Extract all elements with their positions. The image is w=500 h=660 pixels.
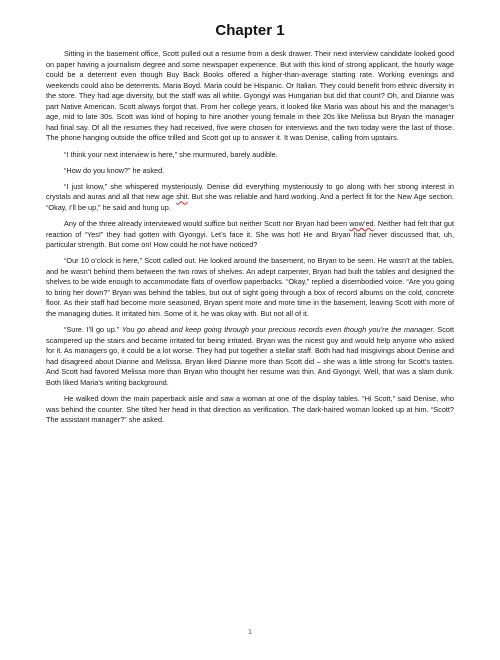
- paragraph-7: [46, 325, 454, 388]
- italic-thought: You go ahead and keep going through your precious records even though you’re the manager: [121, 325, 433, 335]
- paragraph-1: Sitting in the basement office, Scott pulled out a resume from a desk drawer. Their next interview candidate looked good on paper having a journalism degree and some newspaper experience. But with this kind of strong applicant, the hourly wage could be a deterrent even though Buy Back Books offered a higher-than-average starting rate. Working evenings and weekends could also be deterrents. Maria Boyd. Maria could be Hispanic. Or Italian. They could benefit from ethnic diversity in the store. They had age diversity, but the staff was all white. Gyongyi was Hungarian but did that count? Oh, and Dianne was part Native American. Scott always forgot that. From her college years, it looked like Maria was about his and the manager’s age, mid to late 30s. Scott was kind of hoping to hire another young female in their 20s like Melissa but Bryan the manager had final say. Of all the resumes they had received, five were chosen for interviews and the two today were the last of those. The phone hanging outside the office trilled and Scott got up to answer it. It was Denise, calling from upstairs.: [46, 49, 454, 143]
- paragraph-8: He walked down the main paperback aisle and saw a woman at one of the display tables. “Hi Scott,” said Denise, who was behind the counter. She tilted her head in that direction as verification. The dark-haired woman looked up at him. “Scott? The assistant manager?” she asked.: [46, 394, 454, 425]
- paragraph-5-text-start: Any of the three already interviewed would suffice but neither Scott nor Bryan had been: [64, 219, 350, 229]
- spellcheck-flagged-word: wow’ed: [349, 219, 374, 229]
- page-number: 1: [247, 627, 253, 636]
- paragraph-3: “How do you know?” he asked.: [64, 165, 165, 175]
- paragraph-5: [46, 219, 454, 251]
- chapter-body: [46, 49, 454, 426]
- paragraph-5-text-end: . Neither had felt that gut reaction of “Yes!” they had gotten with Gyongyi. Let’s face it. She was hot! He and Bryan had never discussed that, uh, particular strength. But come on! How could he not have noticed?: [46, 219, 454, 250]
- paragraph-4-text-start: “I just know,” she whispered mysteriously. Denise did everything mysteriously to go along with her strong interest in crystals and auras and all that new age: [46, 181, 454, 202]
- paragraph-6: “Our 10 o’clock is here,” Scott called out. He looked around the basement, no Bryan to be seen. He wasn’t at the tables, and he wasn’t behind them between the two rows of shelves. An adept carpenter, Bryan had built the tables and designed the shelves to be wide enough to accommodate flats of overflow paperbacks. “Okay,” replied a disembodied voice. “Are you going to bring her down?” Bryan was behind the tables, but out of sight going through a box of record albums on the cold, concrete floor. As their staff had become more seasoned, Bryan spent more and more time in the basement, leaving Scott with more of the managing duties. It irritated him. Some of it, he was okay with. But not all of it.: [46, 256, 454, 318]
- spellcheck-flagged-word: shit: [176, 192, 188, 202]
- paragraph-7-text-start: “Sure. I’ll go up.”: [64, 325, 122, 335]
- chapter-title: Chapter 1: [215, 22, 285, 39]
- paragraph-2: “I think your next interview is here,” she murmured, barely audible.: [64, 149, 278, 159]
- paragraph-4-text-end: . But she was reliable and hard working. And a perfect fit for the New Age section. “Okay, I’ll be up,” he said and hung up.: [46, 192, 454, 212]
- paragraph-4: [46, 182, 454, 214]
- paragraph-7-text-end: . Scott scampered up the stairs and became irritated for being irritated. Bryan was the nicest guy and would help anyone who asked for it. As managers go, it could be a lot worse. They had put together a stellar staff. Both had had misgivings about Denise and had disagreed about Dianne and Melissa. Bryan liked Dianne more than Scott did – she was a little strong for Scott’s tastes. And Scott had favored Melissa more than Bryan who thought her resume was thin. And Gyongyi. Well, that was a slam dunk. Both liked Maria’s writing background.: [46, 325, 454, 387]
